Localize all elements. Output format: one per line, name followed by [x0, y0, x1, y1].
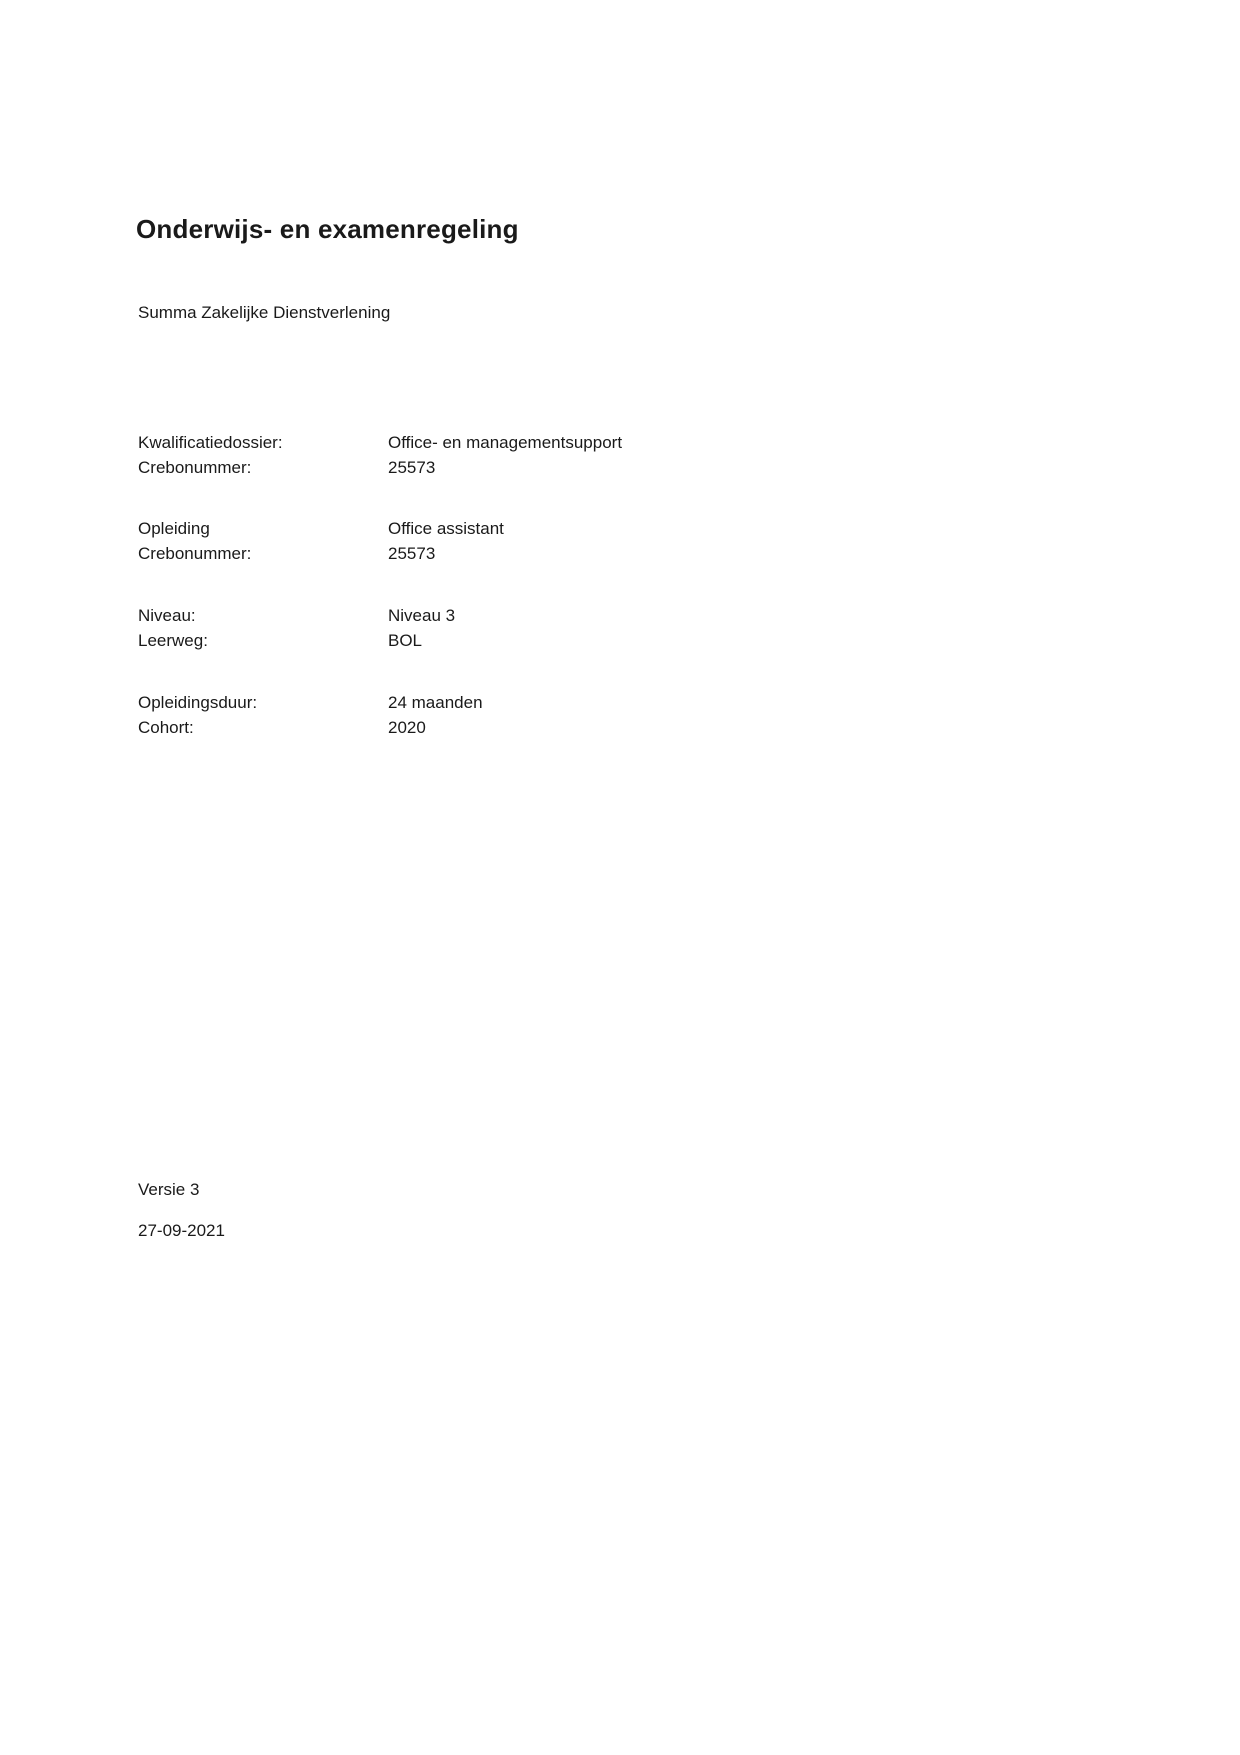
info-value-opleiding: Office assistant [388, 519, 504, 538]
info-group-niveau-leerweg [138, 603, 455, 653]
info-label-opleiding: Opleiding [138, 519, 210, 538]
info-label-niveau: Niveau: [138, 606, 196, 625]
info-group-opleiding [138, 516, 504, 566]
info-value-opleidingsduur: 24 maanden [388, 693, 483, 712]
info-label-cohort: Cohort: [138, 718, 194, 737]
info-label-crebonummer-2: Crebonummer: [138, 544, 252, 563]
date-text: 27-09-2021 [138, 1221, 225, 1240]
info-value-leerweg: BOL [388, 631, 423, 650]
info-value-cohort: 2020 [388, 718, 426, 737]
page-title: Onderwijs- en examenregeling [136, 214, 519, 244]
info-label-crebonummer-1: Crebonummer: [138, 458, 252, 477]
info-group-kwalificatiedossier [138, 430, 622, 480]
info-value-kwalificatiedossier: Office- en managementsupport [388, 433, 623, 452]
document-subtitle: Summa Zakelijke Dienstverlening [138, 303, 391, 322]
info-label-opleidingsduur: Opleidingsduur: [138, 693, 258, 712]
info-value-crebonummer-1: 25573 [388, 458, 436, 477]
info-label-leerweg: Leerweg: [138, 631, 208, 650]
info-value-crebonummer-2: 25573 [388, 544, 436, 563]
info-value-niveau: Niveau 3 [388, 606, 456, 625]
version-text: Versie 3 [138, 1180, 200, 1199]
info-label-kwalificatiedossier: Kwalificatiedossier: [138, 433, 283, 452]
info-group-opleidingsduur-cohort [138, 690, 483, 740]
